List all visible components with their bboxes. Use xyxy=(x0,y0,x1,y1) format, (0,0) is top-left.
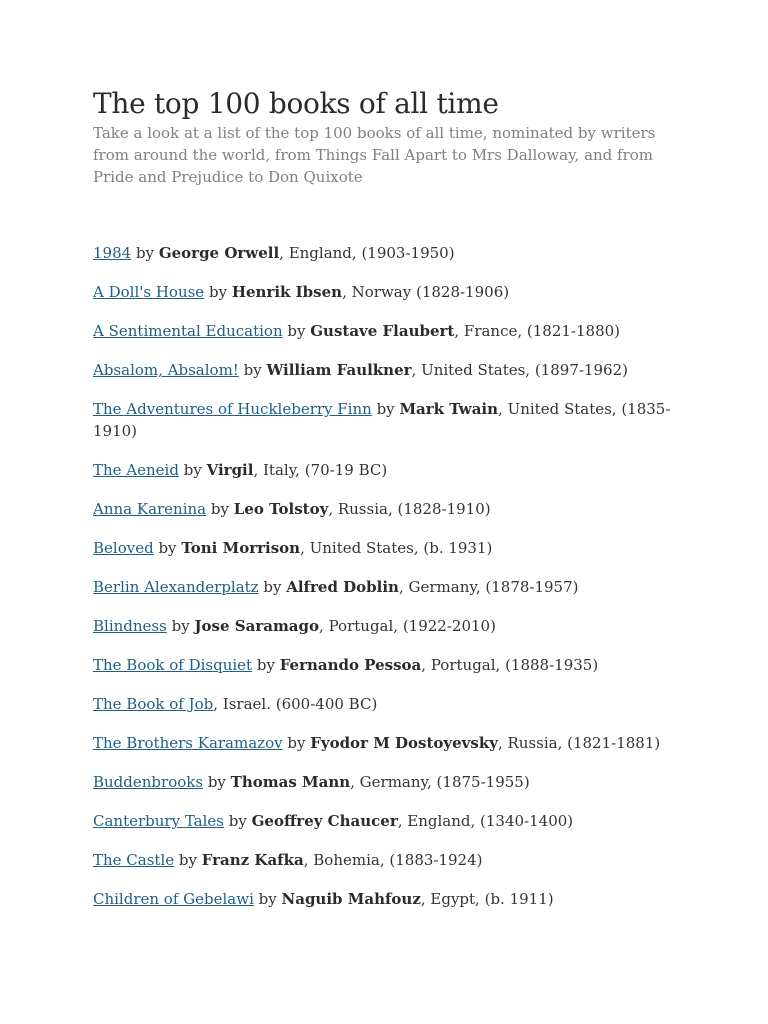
book-item xyxy=(93,888,693,910)
book-author: Naguib Mahfouz xyxy=(281,890,421,908)
book-item xyxy=(93,771,693,793)
book-item xyxy=(93,576,693,598)
book-item xyxy=(93,320,693,342)
book-details: , United States, (b. 1931) xyxy=(300,539,493,557)
book-by: by xyxy=(203,773,231,791)
book-by: by xyxy=(178,461,207,479)
book-item xyxy=(93,810,693,832)
book-details: , France, (1821-1880) xyxy=(454,322,621,340)
book-title-link[interactable]: The Adventures of Huckleberry Finn xyxy=(93,400,372,418)
page-subtitle: Take a look at a list of the top 100 books of all time, nominated by writers from around the world, from Things Fall Apart to Mrs Dalloway, and from Pride and Prejudice to Don Quixote xyxy=(93,124,656,186)
book-author: George Orwell xyxy=(158,244,280,262)
book-details: , England, (1340-1400) xyxy=(397,812,574,830)
book-by: by xyxy=(206,500,234,518)
book-list xyxy=(93,242,693,927)
book-author: Fyodor M Dostoyevsky xyxy=(310,734,498,752)
book-title-link[interactable]: Children of Gebelawi xyxy=(93,890,254,908)
book-item xyxy=(93,732,693,754)
book-by: by xyxy=(174,851,202,869)
book-author: Alfred Doblin xyxy=(286,578,399,596)
book-details: , Portugal, (1888-1935) xyxy=(421,656,599,674)
book-title-link[interactable]: The Brothers Karamazov xyxy=(93,734,283,752)
book-title-link[interactable]: Anna Karenina xyxy=(93,500,207,518)
book-by: by xyxy=(166,617,195,635)
book-item xyxy=(93,281,693,303)
book-details: , Russia, (1821-1881) xyxy=(497,734,661,752)
book-by: by xyxy=(131,244,159,262)
book-title-link[interactable]: Beloved xyxy=(93,539,154,557)
book-author: William Faulkner xyxy=(266,361,412,379)
book-title-link[interactable]: Absalom, Absalom! xyxy=(93,361,239,379)
book-item xyxy=(93,398,693,442)
book-title-link[interactable]: Canterbury Tales xyxy=(93,812,224,830)
book-details: , England, (1903-1950) xyxy=(279,244,455,262)
book-author: Geoffrey Chaucer xyxy=(251,812,398,830)
book-author: Toni Morrison xyxy=(181,539,301,557)
book-details: , Egypt, (b. 1911) xyxy=(420,890,554,908)
book-by: by xyxy=(224,812,252,830)
book-author: Jose Saramago xyxy=(194,617,320,635)
book-author: Mark Twain xyxy=(399,400,499,418)
book-title-link[interactable]: The Book of Job xyxy=(93,695,214,713)
book-details: , Bohemia, (1883-1924) xyxy=(303,851,483,869)
book-item xyxy=(93,459,693,481)
book-details: , Israel. (600-400 BC) xyxy=(213,695,378,713)
book-item xyxy=(93,849,693,871)
book-details: , Italy, (70-19 BC) xyxy=(253,461,388,479)
book-title-link[interactable]: A Doll's House xyxy=(93,283,205,301)
book-details: , Portugal, (1922-2010) xyxy=(319,617,496,635)
book-details: , Germany, (1878-1957) xyxy=(398,578,579,596)
book-title-link[interactable]: Blindness xyxy=(93,617,167,635)
book-item xyxy=(93,242,693,264)
book-by: by xyxy=(253,890,282,908)
book-item xyxy=(93,654,693,676)
book-title-link[interactable]: The Castle xyxy=(93,851,175,869)
book-title-link[interactable]: Berlin Alexanderplatz xyxy=(93,578,259,596)
book-item xyxy=(93,693,693,715)
book-title-link[interactable]: The Book of Disquiet xyxy=(93,656,253,674)
book-author: Henrik Ibsen xyxy=(231,283,343,301)
book-details: , Norway (1828-1906) xyxy=(342,283,510,301)
book-details: , Germany, (1875-1955) xyxy=(350,773,530,791)
book-author: Thomas Mann xyxy=(230,773,351,791)
book-item xyxy=(93,359,693,381)
book-by: by xyxy=(282,322,311,340)
book-by: by xyxy=(282,734,311,752)
book-author: Leo Tolstoy xyxy=(233,500,329,518)
book-author: Franz Kafka xyxy=(201,851,304,869)
book-title-link[interactable]: Buddenbrooks xyxy=(93,773,204,791)
book-by: by xyxy=(238,361,267,379)
book-item xyxy=(93,537,693,559)
document-page xyxy=(93,86,713,908)
book-author: Gustave Flaubert xyxy=(310,322,455,340)
book-by: by xyxy=(258,578,287,596)
page-title: The top 100 books of all time xyxy=(93,87,499,120)
book-details: , Russia, (1828-1910) xyxy=(328,500,491,518)
book-title-link[interactable]: The Aeneid xyxy=(93,461,179,479)
book-author: Virgil xyxy=(206,461,254,479)
book-by: by xyxy=(153,539,182,557)
book-item xyxy=(93,498,693,520)
book-author: Fernando Pessoa xyxy=(279,656,422,674)
book-by: by xyxy=(371,400,400,418)
book-title-link[interactable]: 1984 xyxy=(93,244,132,262)
book-by: by xyxy=(204,283,232,301)
book-item xyxy=(93,615,693,637)
book-title-link[interactable]: A Sentimental Education xyxy=(93,322,283,340)
book-details: , United States, (1835-1910) xyxy=(93,400,671,440)
book-details: , United States, (1897-1962) xyxy=(411,361,628,379)
book-by: by xyxy=(252,656,280,674)
